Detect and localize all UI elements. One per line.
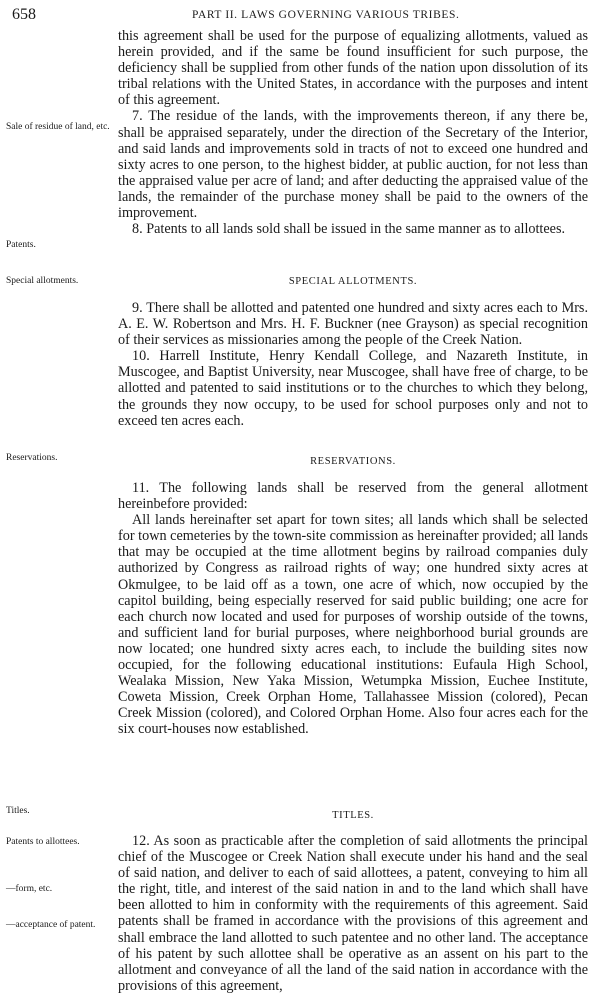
margin-note-patents: Patents. — [6, 240, 36, 250]
paragraph-continuation: this agreement shall be used for the purpose of equalizing allotments, valued as herein provided, and if the same be found insufficient for such purpose, the deficiency shall be supplied from other funds of the nation upon dissolution of its tribal relations with the United States, in accordance with the purposes and intent of this agreement. — [118, 28, 588, 109]
paragraph-11: 11. The following lands shall be reserved from the general allotment hereinbefore provided: — [118, 480, 588, 513]
heading-titles: TITLES. — [332, 810, 374, 821]
paragraph-7: 7. The residue of the lands, with the improvements thereon, if any there be, shall be appraised separately, under the direction of the Secretary of the Interior, and said lands and improvements sold in tracts of not to exceed one hundred and sixty acres to one person, to the highest bidder, at public auction, for not less than the appraised value per acre of land; and after deducting the appraised value of the lands, the remainder of the purchase money shall be paid to the owners of the improvement. — [118, 108, 588, 222]
paragraph-10: 10. Harrell Institute, Henry Kendall College, and Nazareth Institute, in Muscogee, and Baptist University, near Muscogee, shall have free of charge, to be allotted and patented to said institutions or to the churches to which they belong, the grounds they now occupy, to be used for school purposes only and not to exceed ten acres each. — [118, 348, 588, 429]
margin-note-reservations: Reservations. — [6, 453, 58, 463]
body-block-2 — [118, 300, 588, 429]
margin-note-acceptance: —acceptance of patent. — [6, 920, 96, 930]
body-block-3 — [118, 480, 588, 738]
paragraph-9: 9. There shall be allotted and patented one hundred and sixty acres each to Mrs. A. E. W. Robertson and Mrs. H. F. Buckner (nee Grayson) as special recognition of their services as missionaries among the people of the Creek Nation. — [118, 300, 588, 349]
paragraph-12: 12. As soon as practicable after the completion of said allotments the principal chief of the Muscogee or Creek Nation shall execute under his hand and the seal of said nation, and deliver to each of said allottees, a patent, conveying to him all the right, title, and interest of the said nation in and to the land which shall have been allotted to him in conformity with the requirements of this agreement. Said patents shall be framed in accordance with the provisions of this agreement and shall embrace the land allotted to such patentee and no other land. The acceptance of his patent by such allottee shall be operative as an assent on his part to the allotment and conveyance of all the land of the said nation in accordance with the provisions of this agreement, — [118, 833, 588, 994]
heading-reservations: RESERVATIONS. — [310, 456, 396, 467]
margin-note-sale-of-residue: Sale of residue of land, etc. — [6, 122, 110, 132]
body-block-1 — [118, 28, 588, 237]
page-header — [12, 4, 592, 26]
page-number: 658 — [12, 6, 36, 23]
heading-special-allotments: SPECIAL ALLOTMENTS. — [288, 276, 418, 287]
margin-note-patents-to-allottees: Patents to allottees. — [6, 837, 80, 847]
running-title: PART II. LAWS GOVERNING VARIOUS TRIBES. — [192, 9, 460, 21]
paragraph-8: 8. Patents to all lands sold shall be issued in the same manner as to allottees. — [132, 221, 566, 238]
body-block-4 — [118, 833, 588, 994]
margin-note-form: —form, etc. — [6, 884, 53, 894]
margin-note-special-allotments: Special allotments. — [6, 276, 79, 286]
paragraph-11-list: All lands hereinafter set apart for town sites; all lands which shall be selected for town cemeteries by the town-site commission as hereinafter provided; all lands that may be occupied at the time allotment begins by railroad companies duly authorized by Congress as railroad rights of way; one hundred sixty acres at Okmulgee, to be laid off as a town, one acre of which, now occupied by the capitol building, being especially reserved for said public building; one acre for each church now located and used for purposes of worship outside of the towns, and sufficient land for burial purposes, where neighborhood burial grounds are now located; one hundred sixty acres each, to include the building sites now occupied, for the following educational institutions: Eufaula High School, Wealaka Mission, New Yaka Mission, Wetumpka Mission, Euchee Institute, Coweta Mission, Creek Orphan Home, Tallahassee Mission (colored), Pecan Creek Mission (colored), and Colored Orphan Home. Also four acres each for the six court-houses now established. — [118, 512, 588, 738]
margin-note-titles: Titles. — [6, 806, 30, 816]
